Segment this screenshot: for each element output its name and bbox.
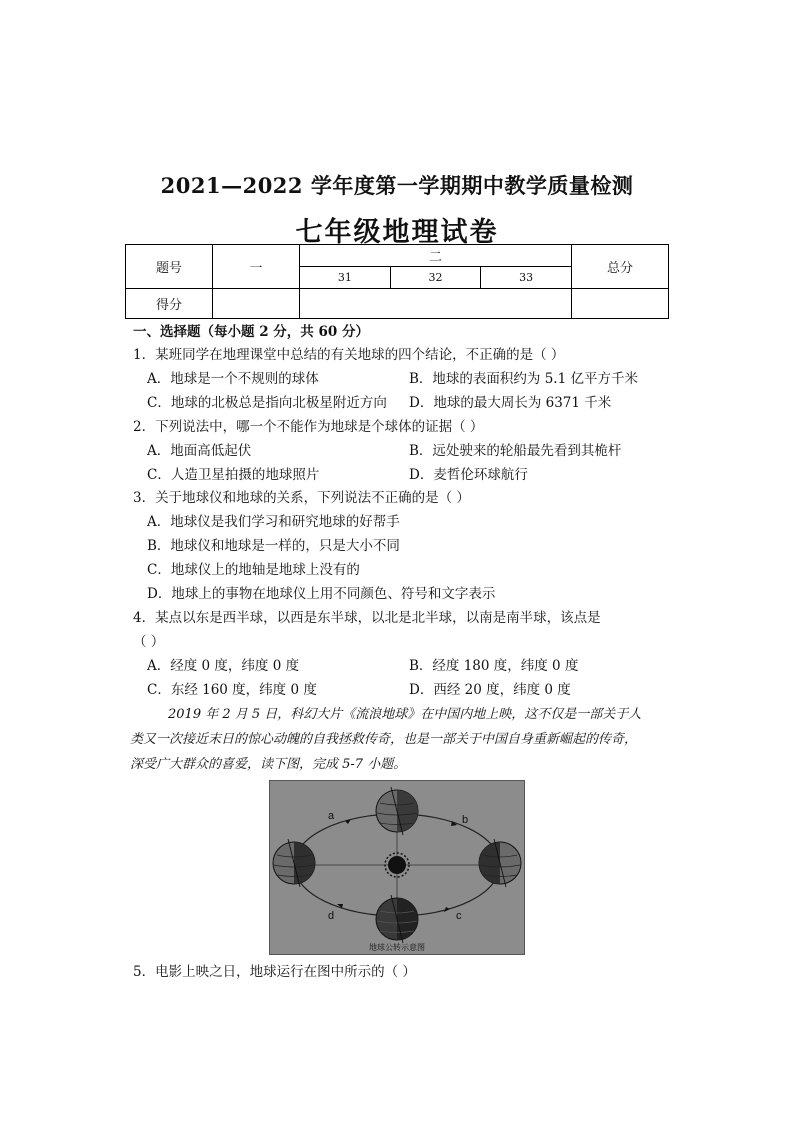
question-4-stem: 4．某点以东是西半球，以西是东半球，以北是北半球，以南是南半球，该点是 (133, 610, 601, 626)
question-2-stem: 2．下列说法中，哪一个不能作为地球是个球体的证据（ ） (133, 419, 484, 435)
exam-title-line1: 2021—2022 学年度第一学期期中教学质量检测 (160, 173, 634, 198)
score-cell-total (572, 289, 669, 319)
question-3-option-c: C．地球仪上的地轴是地球上没有的 (147, 562, 360, 578)
passage-line-2: 类又一次接近末日的惊心动魄的自我拯救传奇，也是一部关于中国自身重新崛起的传奇， (130, 732, 638, 747)
question-2-option-b: B．远处驶来的轮船最先看到其桅杆 (409, 443, 622, 459)
header-q31: 31 (300, 267, 391, 289)
header-total: 总分 (572, 245, 669, 289)
header-q33: 33 (481, 267, 572, 289)
question-2-option-c: C．人造卫星拍摄的地球照片 (147, 467, 320, 483)
header-part-one: 一 (213, 245, 300, 289)
header-q32: 32 (390, 267, 481, 289)
earth-left-icon (273, 839, 315, 887)
earth-revolution-figure (269, 780, 525, 955)
earth-top-icon (376, 787, 418, 835)
question-1-option-b: B．地球的表面积约为 5.1 亿平方千米 (409, 371, 638, 387)
row-score-label: 得分 (126, 289, 213, 319)
question-3-option-b: B．地球仪和地球是一样的，只是大小不同 (147, 538, 400, 554)
question-4-option-c: C．东经 160 度，纬度 0 度 (147, 682, 317, 698)
section-heading: 一、选择题（每小题 2 分，共 60 分） (133, 324, 369, 340)
question-1-option-d: D．地球的最大周长为 6371 千米 (409, 395, 612, 411)
sun-icon (388, 856, 406, 874)
question-3-option-a: A．地球仪是我们学习和研究地球的好帮手 (147, 514, 400, 530)
question-2-option-a: A．地面高低起伏 (147, 443, 252, 459)
earth-orbit-diagram (270, 781, 524, 954)
label-c: c (456, 910, 462, 922)
earth-bottom-icon (376, 895, 418, 943)
question-4-option-a: A．经度 0 度，纬度 0 度 (147, 658, 300, 674)
question-4-stem-continued: （ ） (133, 634, 165, 650)
label-d: d (328, 910, 335, 922)
score-cell-part-two (300, 289, 572, 319)
question-1-stem: 1．某班同学在地理课堂中总结的有关地球的四个结论，不正确的是（ ） (133, 347, 565, 363)
question-3-stem: 3．关于地球仪和地球的关系，下列说法不正确的是（ ） (133, 490, 470, 506)
question-5-stem: 5．电影上映之日，地球运行在图中所示的（ ） (133, 964, 416, 980)
label-a: a (328, 810, 335, 822)
question-3-option-d: D．地球上的事物在地球仪上用不同颜色、符号和文字表示 (147, 586, 496, 602)
passage-line-3: 深受广大群众的喜爱，读下图，完成 5-7 小题。 (130, 757, 407, 772)
question-1-option-c: C．地球的北极总是指向北极星附近方向 (147, 395, 387, 411)
question-4-option-d: D．西经 20 度，纬度 0 度 (409, 682, 571, 698)
score-table (125, 244, 669, 319)
score-cell-part-one (213, 289, 300, 319)
question-1-option-a: A．地球是一个不规则的球体 (147, 371, 319, 387)
question-2-option-d: D．麦哲伦环球航行 (409, 467, 528, 483)
passage-line-1: 2019 年 2 月 5 日，科幻大片《流浪地球》在中国内地上映，这不仅是一部关于人 (168, 707, 642, 722)
exam-title-line2: 七年级地理试卷 (295, 217, 499, 248)
figure-caption: 地球公转示意图 (369, 943, 425, 952)
header-tihao: 题号 (126, 245, 213, 289)
header-part-two: 二 (300, 245, 572, 267)
question-4-option-b: B．经度 180 度，纬度 0 度 (409, 658, 579, 674)
label-b: b (462, 814, 469, 826)
earth-right-icon (479, 839, 521, 887)
